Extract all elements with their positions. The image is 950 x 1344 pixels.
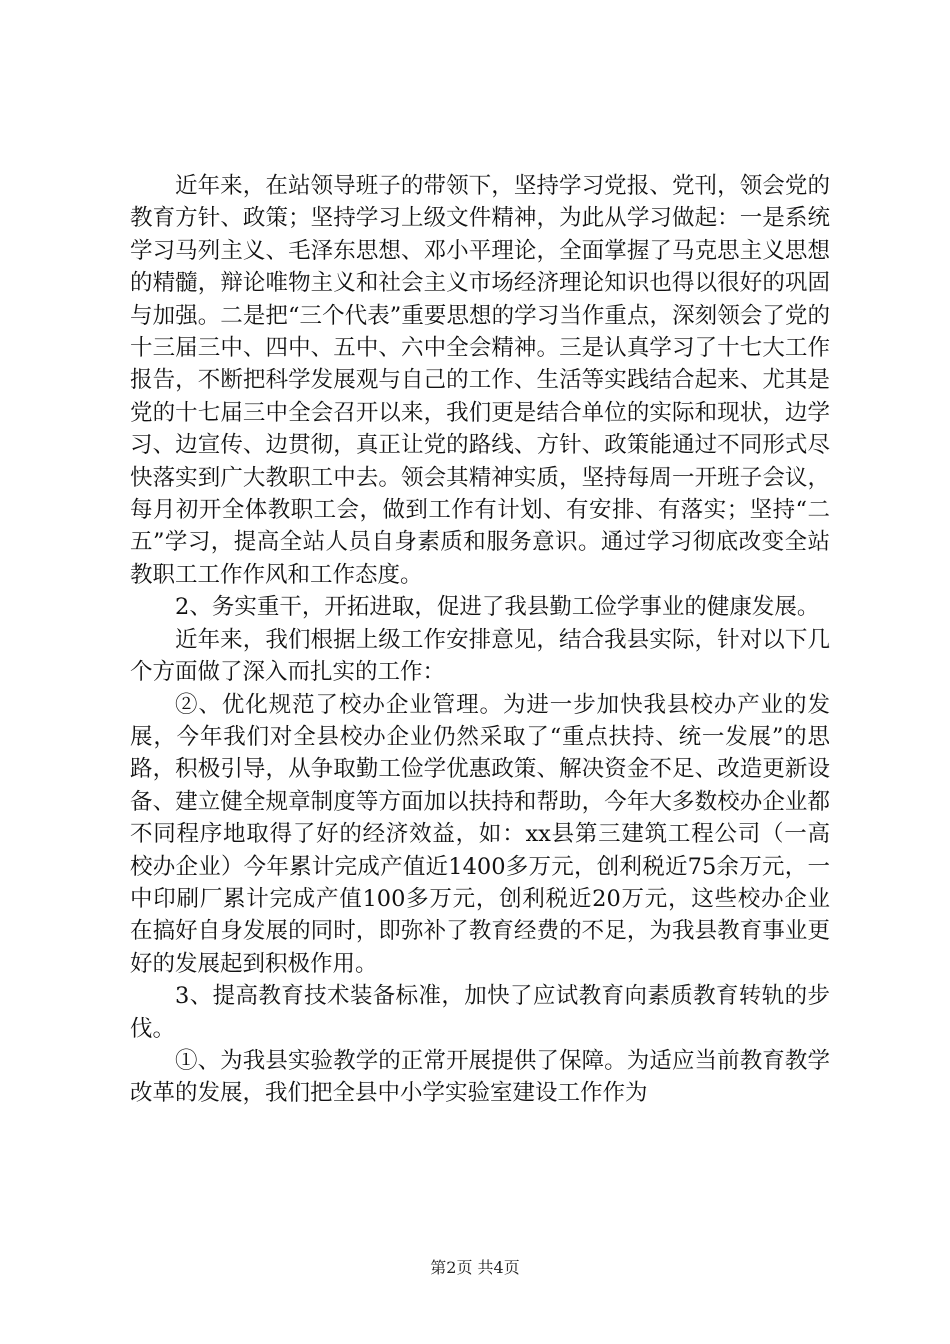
- paragraph-work-intro: 近年来，我们根据上级工作安排意见，结合我县实际，针对以下几个方面做了深入而扎实的工作：: [130, 626, 830, 686]
- paragraph-enterprise-management: ②、优化规范了校办企业管理。为进一步加快我县校办产业的发展，今年我们对全县校办企业仍然采取了“重点扶持、统一发展”的思路，积极引导，从争取勤工俭学优惠政策、解决资金不足、改造更新设备、建立健全规章制度等方面加以扶持和帮助，今年大多数校办企业都不同程序地取得了好的经济效益，如：xx县第三建筑工程公司（一高校办企业）今年累计完成产值近1400多万元，创利税近75余万元，一中印刷厂累计完成产值100多万元，创利税近20万元，这些校办企业在搞好自身发展的同时，即弥补了教育经费的不足，为我县教育事业更好的发展起到积极作用。: [130, 691, 830, 977]
- document-body: [130, 170, 830, 1110]
- paragraph-study: 近年来，在站领导班子的带领下，坚持学习党报、党刊，领会党的教育方针、政策；坚持学习上级文件精神，为此从学习做起：一是系统学习马列主义、毛泽东思想、邓小平理论，全面掌握了马克思主义思想的精髓，辩论唯物主义和社会主义市场经济理论知识也得以很好的巩固与加强。二是把“三个代表”重要思想的学习当作重点，深刻领会了党的十三届三中、四中、五中、六中全会精神。三是认真学习了十七大工作报告，不断把科学发展观与自己的工作、生活等实践结合起来、尤其是党的十七届三中全会召开以来，我们更是结合单位的实际和现状，边学习、边宣传、边贯彻，真正让党的路线、方针、政策能通过不同形式尽快落实到广大教职工中去。领会其精神实质，坚持每周一开班子会议，每月初开全体教职工会，做到工作有计划、有安排、有落实；坚持“二五”学习，提高全站人员自身素质和服务意识。通过学习彻底改变全站教职工工作作风和工作态度。: [130, 173, 830, 588]
- heading-item-3: 3、提高教育技术装备标准，加快了应试教育向素质教育转轨的步伐。: [130, 983, 830, 1042]
- heading-item-2: 2、务实重干，开拓进取，促进了我县勤工俭学事业的健康发展。: [175, 594, 820, 621]
- page-footer: 第2页 共4页: [430, 1258, 520, 1277]
- paragraph-experiment-teaching: ①、为我县实验教学的正常开展提供了保障。为适应当前教育教学改革的发展，我们把全县中小学实验室建设工作作为: [130, 1047, 830, 1107]
